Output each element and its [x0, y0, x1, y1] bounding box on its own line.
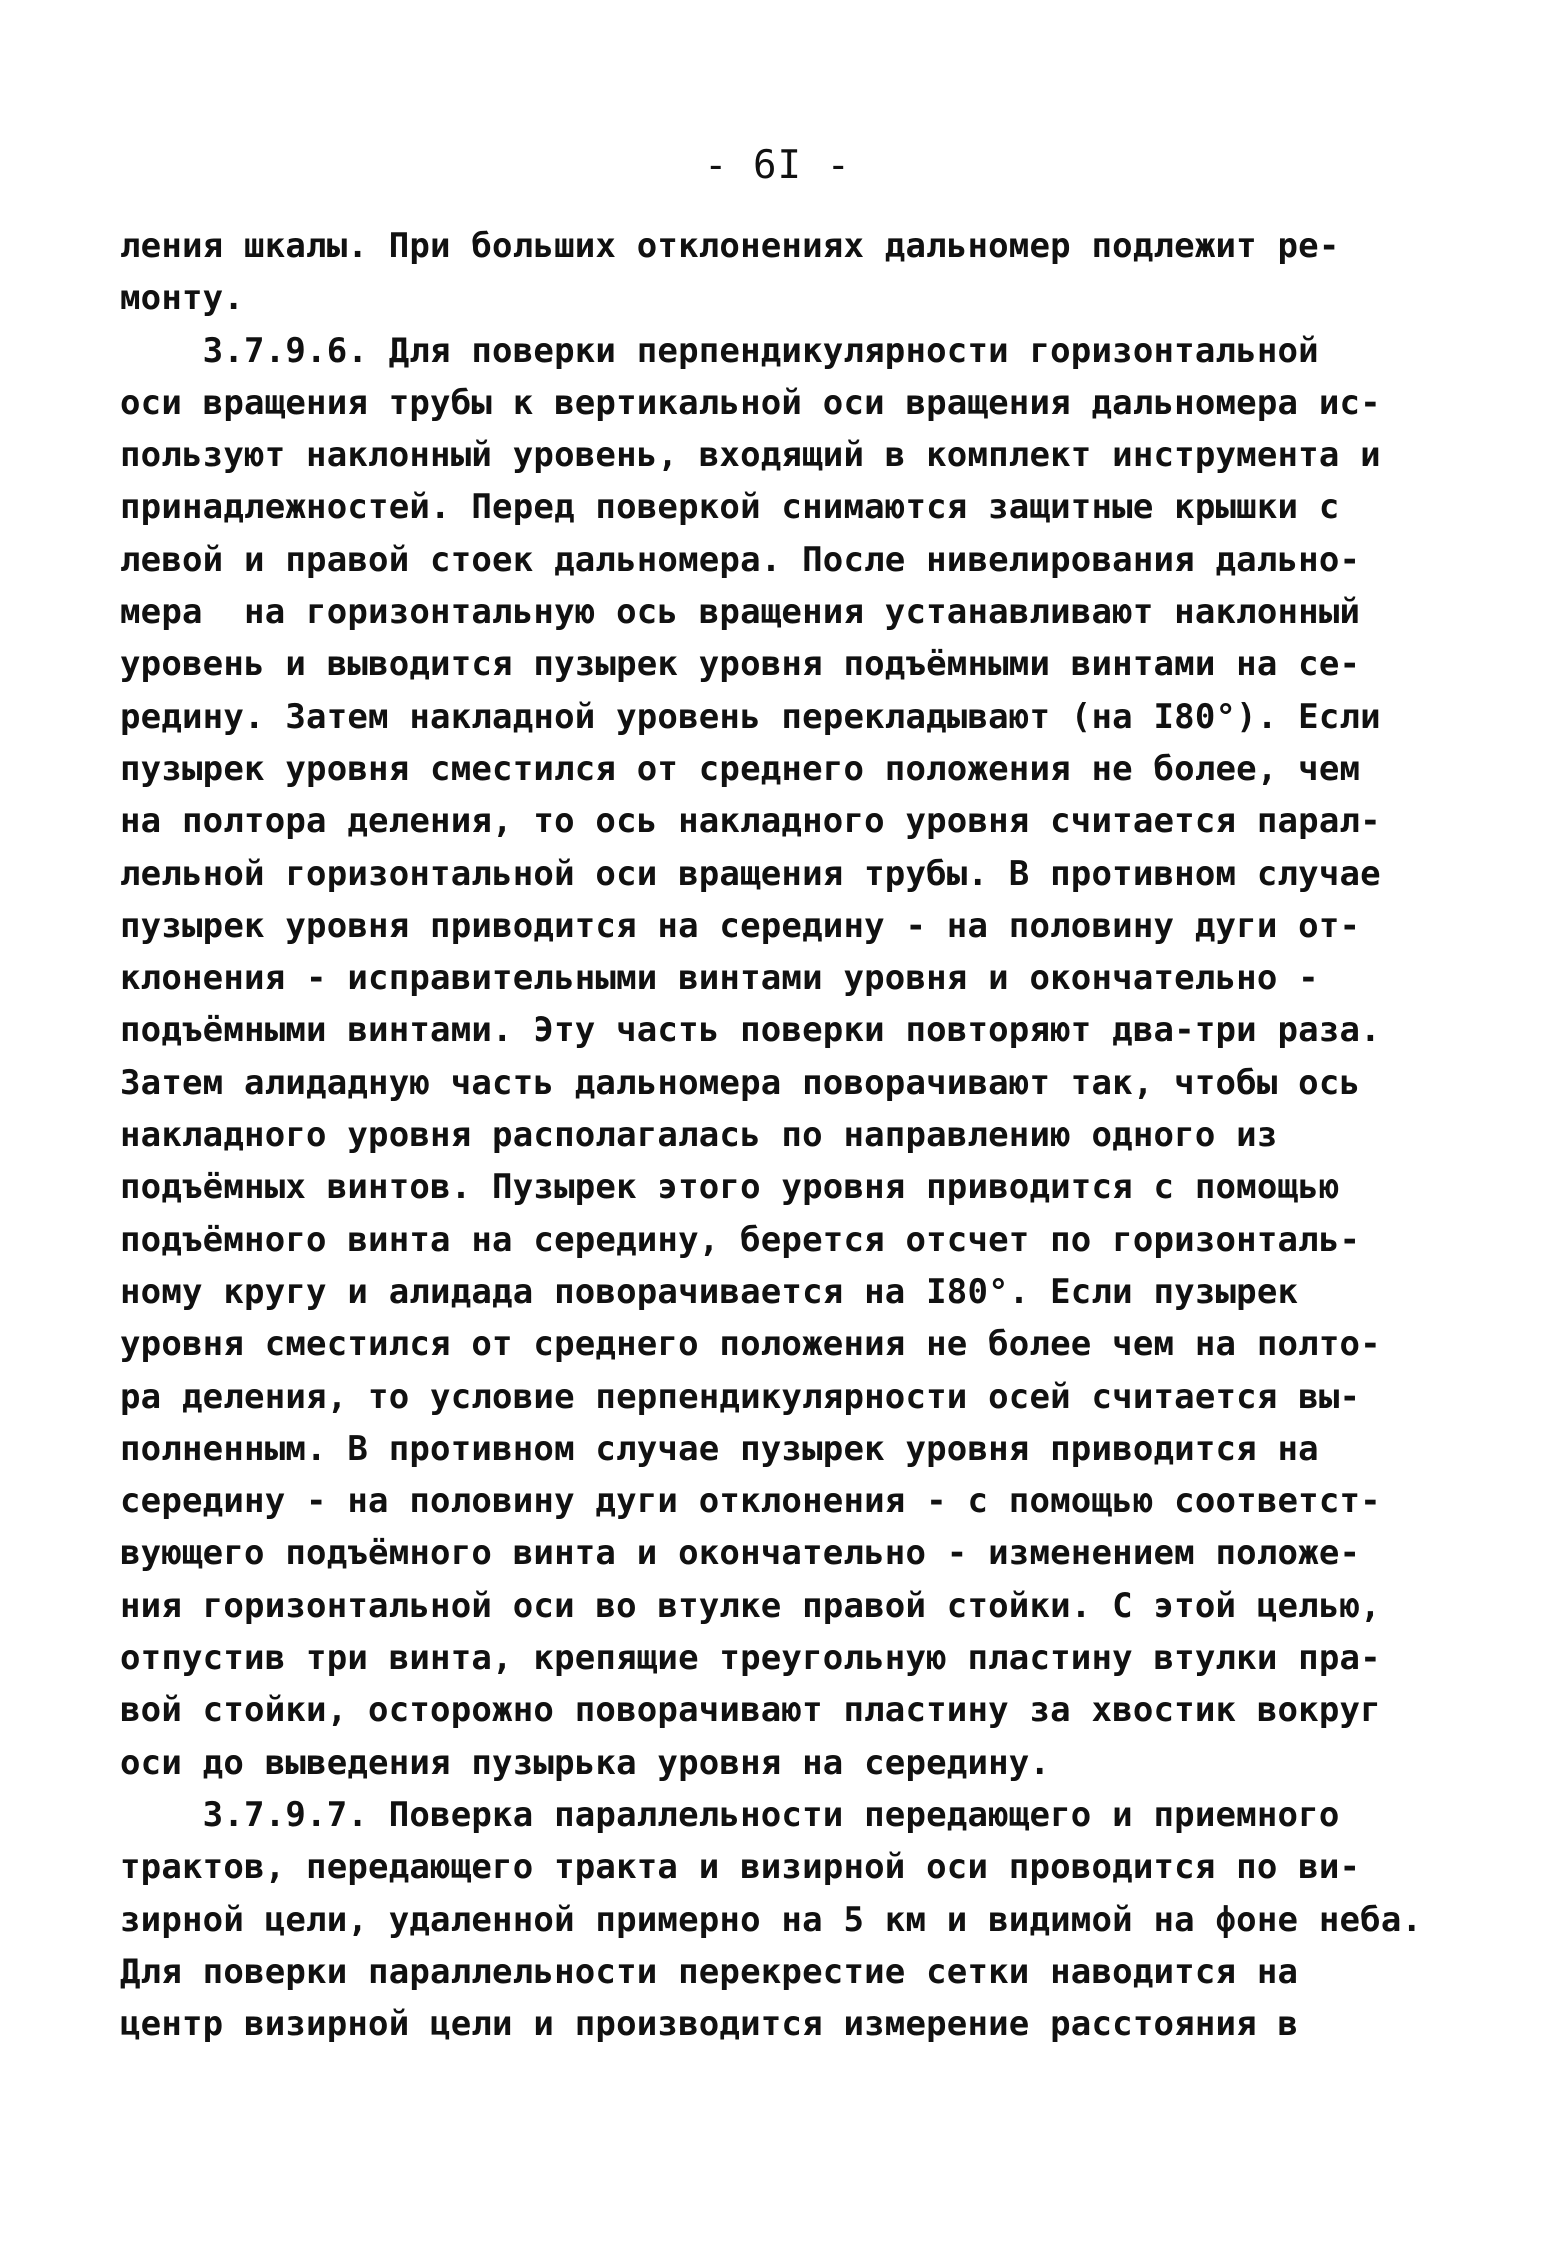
text-line: клонения - исправительными винтами уровня и окончательно - — [120, 958, 1319, 999]
text-line: середину - на половину дуги отклонения - с помощью соответст- — [120, 1481, 1381, 1522]
text-line: принадлежностей. Перед поверкой снимаются защитные крышки с — [120, 487, 1340, 528]
page-number: - 6I - — [704, 143, 851, 188]
text-line: вующего подъёмного винта и окончательно - изменением положе- — [120, 1533, 1361, 1574]
text-line: ра деления, то условие перпендикулярности осей считается вы- — [120, 1376, 1361, 1417]
text-line: мера на горизонтальную ось вращения устанавливают наклонный — [120, 592, 1361, 633]
text-line: отпустив три винта, крепящие треугольную пластину втулки пра- — [120, 1638, 1381, 1679]
text-line: редину. Затем накладной уровень перекладывают (на I80°). Если — [120, 696, 1381, 737]
text-line: пузырек уровня сместился от среднего положения не более, чем — [120, 748, 1361, 789]
text-line: трактов, передающего тракта и визирной оси проводится по ви- — [120, 1847, 1361, 1888]
text-line: накладного уровня располагалась по направлению одного из — [120, 1115, 1278, 1156]
text-line: центр визирной цели и производится измерение расстояния в — [120, 2004, 1299, 2045]
text-line: подъёмных винтов. Пузырек этого уровня приводится с помощью — [120, 1167, 1340, 1208]
text-line: пузырек уровня приводится на середину - на половину дуги от- — [120, 905, 1361, 946]
text-line: лельной горизонтальной оси вращения трубы. В противном случае — [120, 853, 1381, 894]
text-line: 3.7.9.6. Для поверки перпендикулярности горизонтальной — [120, 330, 1319, 371]
body-text — [120, 220, 1430, 2050]
text-line: зирной цели, удаленной примерно на 5 км и видимой на фоне неба. — [120, 1899, 1423, 1940]
text-line: ния горизонтальной оси во втулке правой стойки. С этой целью, — [120, 1585, 1381, 1626]
text-line: уровня сместился от среднего положения не более чем на полто- — [120, 1324, 1381, 1365]
text-line: уровень и выводится пузырек уровня подъёмными винтами на се- — [120, 644, 1361, 685]
text-line: левой и правой стоек дальномера. После нивелирования дально- — [120, 539, 1361, 580]
text-line: 3.7.9.7. Поверка параллельности передающего и приемного — [120, 1794, 1340, 1835]
text-line: монту. — [120, 278, 245, 319]
text-line: Затем алидадную часть дальномера поворачивают так, чтобы ось — [120, 1062, 1361, 1103]
text-line: вой стойки, осторожно поворачивают пластину за хвостик вокруг — [120, 1690, 1381, 1731]
text-line: подъёмными винтами. Эту часть поверки повторяют два-три раза. — [120, 1010, 1381, 1051]
text-line: оси вращения трубы к вертикальной оси вращения дальномера ис- — [120, 382, 1381, 423]
text-line: пользуют наклонный уровень, входящий в комплект инструмента и — [120, 435, 1381, 476]
text-line: подъёмного винта на середину, берется отсчет по горизонталь- — [120, 1219, 1361, 1260]
text-line: ления шкалы. При больших отклонениях дальномер подлежит ре- — [120, 226, 1340, 266]
text-line: на полтора деления, то ось накладного уровня считается парал- — [120, 801, 1381, 842]
text-line: оси до выведения пузырька уровня на середину. — [120, 1742, 1051, 1783]
text-line: Для поверки параллельности перекрестие сетки наводится на — [120, 1951, 1299, 1992]
text-line: ному кругу и алидада поворачивается на I80°. Если пузырек — [120, 1271, 1299, 1312]
text-line: полненным. В противном случае пузырек уровня приводится на — [120, 1428, 1319, 1469]
